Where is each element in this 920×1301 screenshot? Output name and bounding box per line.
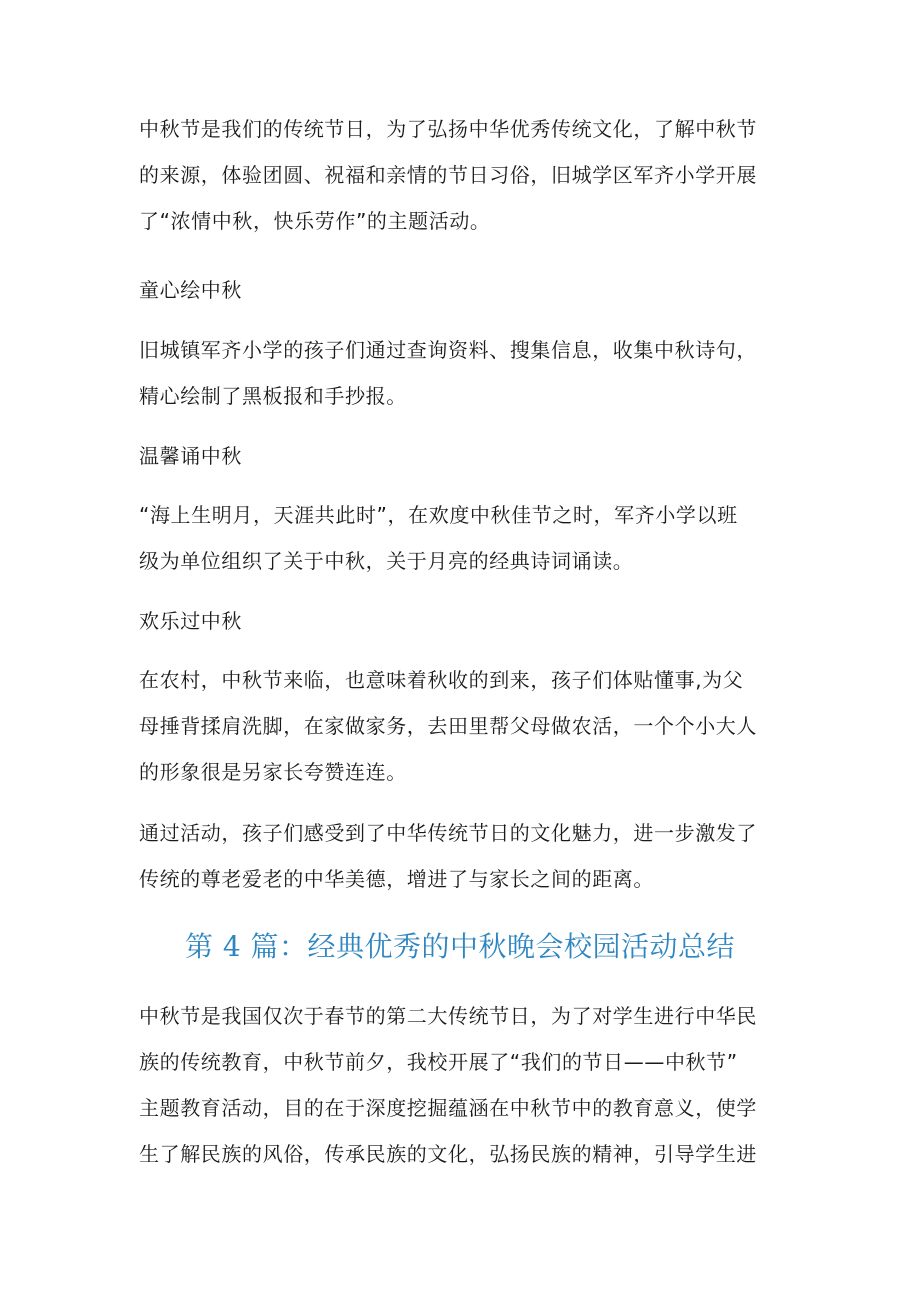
paragraph-section-4-intro (139, 993, 789, 1177)
text-line: 精心绘制了黑板报和手抄报。 (139, 384, 407, 408)
text-line: 中秋节是我国仅次于春节的第二大传统节日，为了对学生进行中华民 (139, 1004, 757, 1028)
text-line: 生了解民族的风俗，传承民族的文化，弘扬民族的精神，引导学生进 (139, 1142, 757, 1166)
text-line: 在农村，中秋节来临，也意味着秋收的到来，孩子们体贴懂事,为父 (139, 668, 744, 692)
subheading-draw-mid-autumn: 童心绘中秋 (139, 278, 242, 302)
text-line: 中秋节是我们的传统节日，为了弘扬中华优秀传统文化，了解中秋节 (139, 117, 757, 141)
text-line: 了“浓情中秋，快乐劳作”的主题活动。 (139, 209, 491, 233)
text-line: 旧城镇军齐小学的孩子们通过查询资料、搜集信息，收集中秋诗句， (139, 338, 757, 362)
text-line: 的形象很是另家长夸赞连连。 (139, 760, 407, 784)
subheading-recite-mid-autumn: 温馨诵中秋 (139, 444, 242, 468)
text-line: “海上生明月，天涯共此时”，在欢度中秋佳节之时，军齐小学以班 (139, 503, 738, 527)
paragraph-draw (139, 327, 789, 419)
text-line: 族的传统教育，中秋节前夕，我校开展了“我们的节日——中秋节” (139, 1050, 738, 1074)
text-line: 主题教育活动，目的在于深度挖掘蕴涵在中秋节中的教育意义，使学 (139, 1096, 757, 1120)
subheading-celebrate-mid-autumn: 欢乐过中秋 (139, 609, 242, 633)
text-line: 级为单位组织了关于中秋，关于月亮的经典诗词诵读。 (139, 549, 634, 573)
text-line: 传统的尊老爱老的中华美德，增进了与家长之间的距离。 (139, 867, 654, 891)
paragraph-intro (139, 106, 789, 244)
text-line: 母捶背揉肩洗脚，在家做家务，去田里帮父母做农活，一个个小大人 (139, 714, 757, 738)
paragraph-recite (139, 492, 789, 584)
section-title: 第 4 篇：经典优秀的中秋晚会校园活动总结 (184, 930, 736, 963)
text-line: 的来源，体验团圆、祝福和亲情的节日习俗，旧城学区军齐小学开展 (139, 163, 757, 187)
text-line: 通过活动，孩子们感受到了中华传统节日的文化魅力，进一步激发了 (139, 821, 757, 845)
paragraph-celebrate (139, 657, 789, 795)
paragraph-conclusion (139, 810, 789, 902)
